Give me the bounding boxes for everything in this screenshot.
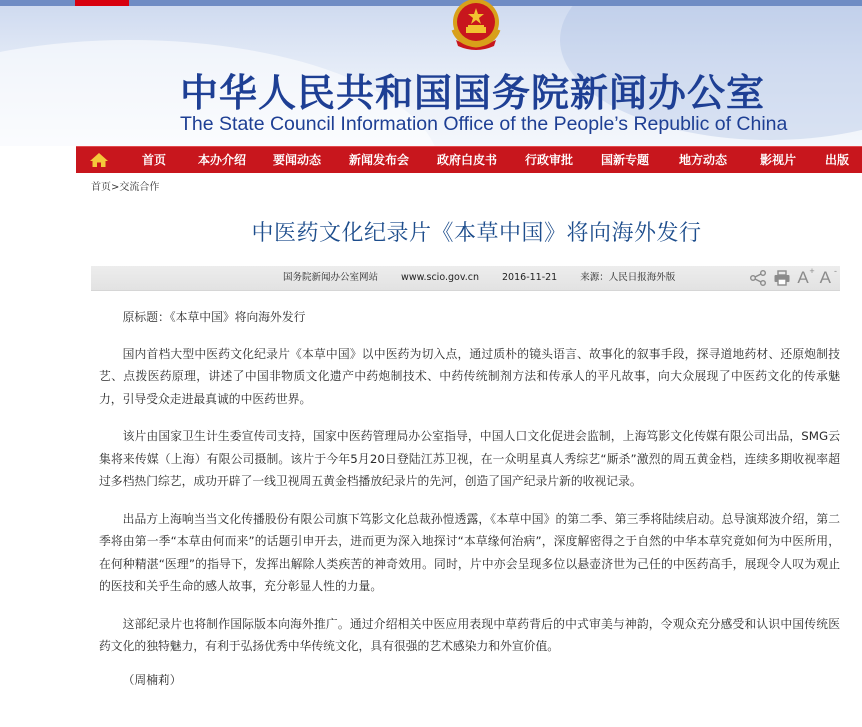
- breadcrumb[interactable]: 首页>交流合作: [91, 182, 160, 193]
- print-button[interactable]: [773, 270, 791, 286]
- top-red-tab: [75, 0, 129, 6]
- nav-item-special-topics[interactable]: 国新专题: [600, 153, 649, 167]
- nav-item-publications[interactable]: 出版: [824, 153, 849, 167]
- nav-item-home[interactable]: 首页: [141, 153, 166, 167]
- article-paragraph: 原标题：《本草中国》将向海外发行: [122, 310, 306, 324]
- main-nav: [76, 146, 862, 173]
- font-smaller-label: A: [819, 268, 831, 287]
- article-meta: [283, 266, 695, 290]
- meta-date: 2016-11-21: [502, 272, 558, 283]
- site-title-en: The State Council Information Office of the People’s Republic of China: [180, 113, 788, 135]
- nav-item-admin-approval[interactable]: 行政审批: [524, 153, 573, 167]
- font-smaller-button[interactable]: [820, 268, 836, 288]
- share-button[interactable]: [749, 270, 767, 286]
- article-author: （周楠莉）: [122, 672, 182, 687]
- font-larger-button[interactable]: [797, 268, 813, 288]
- article-paragraph: 该片由国家卫生计生委宣传司支持，国家中医药管理局办公室指导，中国人口文化促进会监制，上海笃影文化传媒有限公司出品，SMG云集将来传媒（上海）有限公司摄制。该片于今年5月20日登陆江苏卫视，在一众明星真人秀综艺“厮杀”激烈的周五黄金档，连续多期收视率超过多档热门综艺，成功开辟了一线卫视周五黄金档播放纪录片的先河，创造了国产纪录片新的收视记录。: [99, 429, 840, 488]
- article-title: 中医药文化纪录片《本草中国》将向海外发行: [251, 221, 702, 246]
- national-emblem-icon: [446, 0, 506, 50]
- site-banner: [0, 0, 862, 146]
- site-title-cn: 中华人民共和国国务院新闻办公室: [180, 71, 766, 115]
- top-strip: [0, 0, 862, 6]
- nav-item-white-papers[interactable]: 政府白皮书: [436, 153, 497, 167]
- meta-site: 国务院新闻办公室网站: [283, 272, 379, 283]
- article-paragraph: 这部纪录片也将制作国际版本向海外推广。通过介绍相关中医应用表现中草药背后的中式审美与神韵，令观众充分感受和认识中国传统医药文化的独特魅力，有利于弘扬优秀中华传统文化，具有很强的艺术感染力和外宣价值。: [99, 616, 840, 653]
- article-tools: [749, 266, 836, 290]
- nav-item-press-conference[interactable]: 新闻发布会: [348, 153, 409, 167]
- font-larger-label: A: [797, 268, 809, 287]
- meta-url: www.scio.gov.cn: [401, 272, 479, 283]
- meta-source: 来源：人民日报海外版: [580, 272, 676, 283]
- nav-item-news[interactable]: 要闻动态: [272, 153, 321, 167]
- article-paragraph: 出品方上海响当当文化传播股份有限公司旗下笃影文化总裁孙愷透露，《本草中国》的第二季、第三季将陆续启动。总导演郑波介绍，第二季将由第一季“本草由何而来”的话题引申开去，进而更为深入地探讨“本草缘何治病”，深度解密得之于自然的中华本草究竟如何为中医所用，在何种精湛“医理”的指导下，发挥出解除人类疾苦的神奇效用。同时，片中亦会呈现多位以悬壶济世为己任的中医药高手，展现令人叹为观止的医技和关乎生命的感人故事，充分彰显人性的力量。: [99, 511, 840, 593]
- article-body: [99, 306, 840, 706]
- nav-home-button[interactable]: [76, 147, 122, 173]
- print-icon: [773, 270, 791, 286]
- house-icon: [89, 152, 109, 168]
- nav-item-films[interactable]: 影视片: [759, 153, 796, 167]
- nav-item-about[interactable]: 本办介绍: [197, 153, 246, 167]
- nav-item-local-news[interactable]: 地方动态: [678, 153, 727, 167]
- minus-icon: -: [834, 266, 837, 276]
- plus-icon: +: [809, 266, 815, 276]
- share-icon: [749, 270, 767, 286]
- article-paragraph: 国内首档大型中医药文化纪录片《本草中国》以中医药为切入点，通过质朴的镜头语言、故事化的叙事手段，探寻道地药材、还原炮制技艺、点拨医药原理，讲述了中国非物质文化遗产中药炮制技术、中药传统制剂方法和传承人的平凡故事，向大众展现了中医药文化的传承魅力，引导受众走进最真诚的中医药世界。: [99, 346, 840, 406]
- article-meta-bar: [91, 266, 840, 291]
